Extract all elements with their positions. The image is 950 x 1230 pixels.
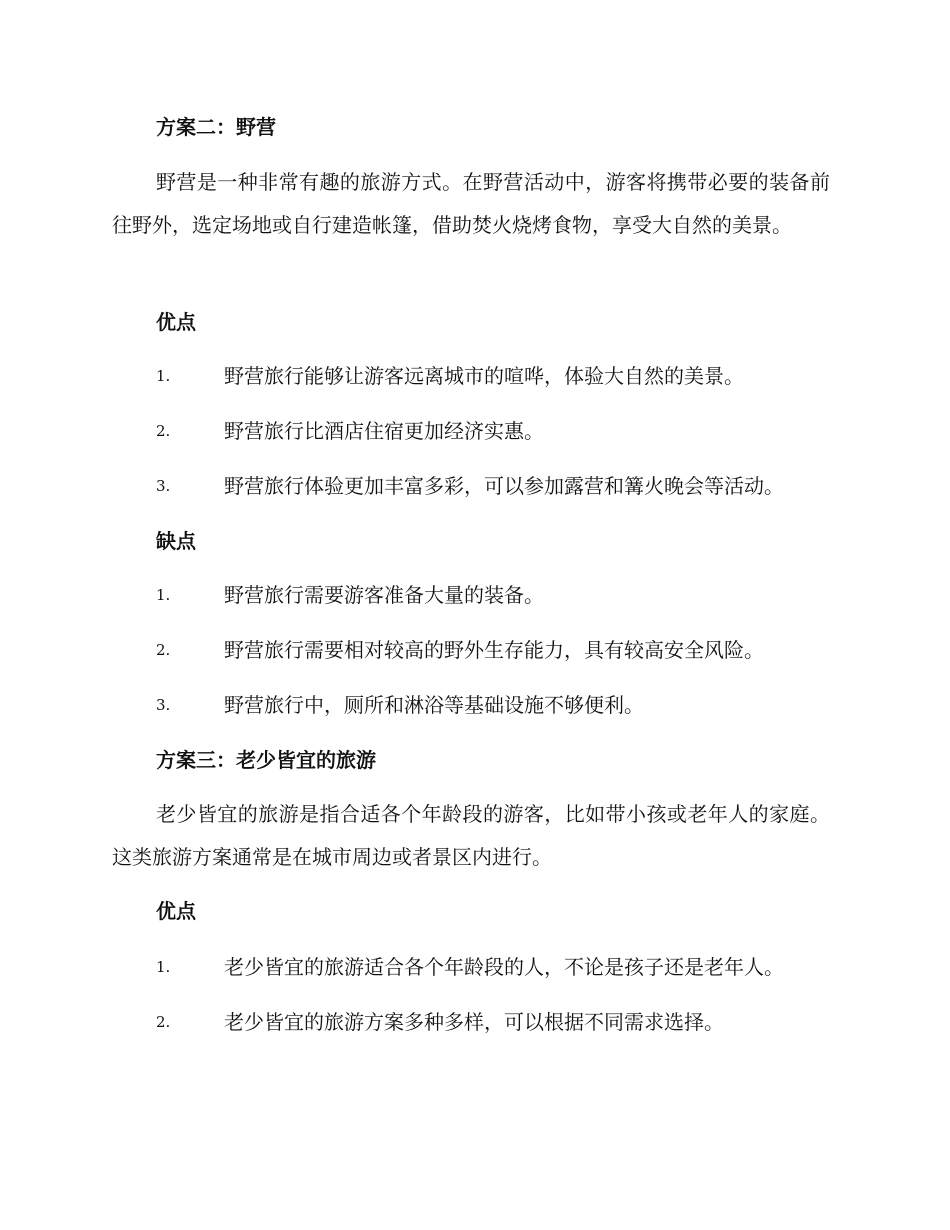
list-text: 野营旅行体验更加丰富多彩，可以参加露营和篝火晚会等活动。 (224, 474, 784, 498)
list-item (0, 690, 950, 720)
list-number: 1. (156, 367, 171, 385)
list-item (0, 580, 950, 610)
list-item (0, 952, 950, 982)
list-number: 2. (156, 641, 171, 659)
list-text: 老少皆宜的旅游方案多种多样，可以根据不同需求选择。 (224, 1010, 724, 1034)
pros-heading-camping: 优点 (156, 310, 196, 334)
section-heading-family-travel: 方案三：老少皆宜的旅游 (156, 748, 376, 772)
list-item (0, 361, 950, 391)
list-text: 野营旅行比酒店住宿更加经济实惠。 (224, 419, 544, 443)
list-text: 野营旅行需要相对较高的野外生存能力，具有较高安全风险。 (224, 638, 764, 662)
list-number: 3. (156, 696, 171, 714)
list-number: 1. (156, 586, 171, 604)
list-number: 2. (156, 422, 171, 440)
list-number: 1. (156, 958, 171, 976)
list-item (0, 471, 950, 501)
pros-heading-family-travel: 优点 (156, 899, 196, 923)
list-text: 野营旅行需要游客准备大量的装备。 (224, 583, 544, 607)
section-heading-camping: 方案二：野营 (156, 115, 276, 139)
list-number: 3. (156, 477, 171, 495)
list-text: 老少皆宜的旅游适合各个年龄段的人，不论是孩子还是老年人。 (224, 955, 784, 979)
cons-heading-camping: 缺点 (156, 529, 196, 553)
section-paragraph-family-travel: 老少皆宜的旅游是指合适各个年龄段的游客，比如带小孩或老年人的家庭。这类旅游方案通常是在城市周边或者景区内进行。 (112, 802, 830, 869)
list-text: 野营旅行能够让游客远离城市的喧哗，体验大自然的美景。 (224, 364, 744, 388)
list-item (0, 635, 950, 665)
list-item (0, 416, 950, 446)
list-text: 野营旅行中，厕所和淋浴等基础设施不够便利。 (224, 693, 644, 717)
section-paragraph-camping: 野营是一种非常有趣的旅游方式。在野营活动中，游客将携带必要的装备前往野外，选定场地或自行建造帐篷，借助焚火烧烤食物，享受大自然的美景。 (112, 170, 830, 237)
list-number: 2. (156, 1013, 171, 1031)
list-item (0, 1007, 950, 1037)
